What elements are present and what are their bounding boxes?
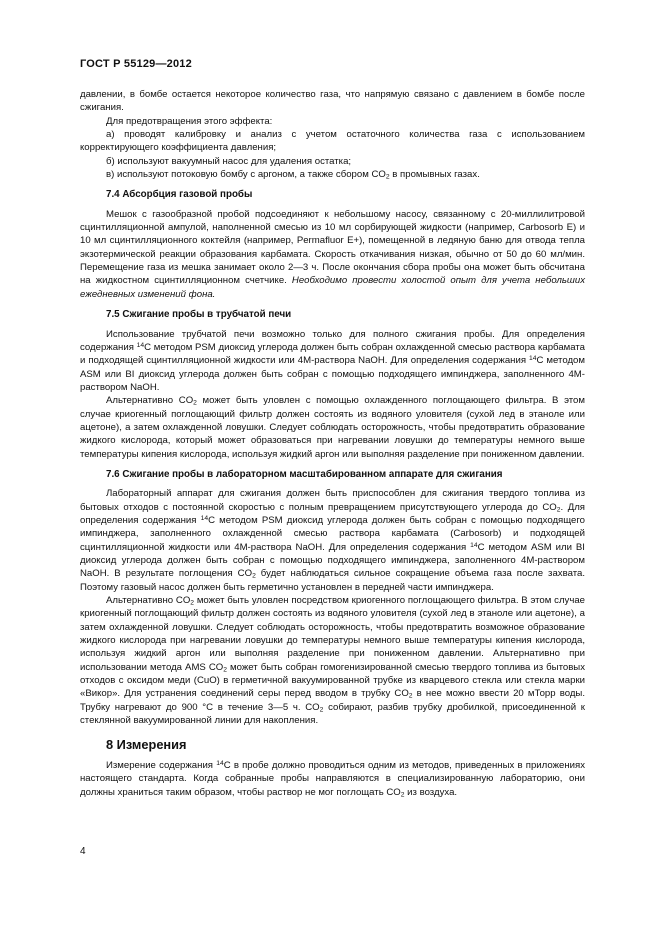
paragraph: Мешок с газообразной пробой подсоединяют к небольшому насосу, связанному с 20-миллилитровой сцинтилляционной ампулой, наполненной смесью из 10 мл сорбирующей жидкости (например, Carbosorb E) и 10 мл сцинтилляционного коктейля (например, Permafluor E+), помещенной в ледяную баню для отвода тепла экзотермической реакции образования карбамата. Скорость откачивания низкая, обычно от 50 до 60 мл/мин. Перемещение газа из мешка занимает около 2—3 ч. После окончания сбора пробы она может быть обсчитана на жидкостном сцинтилляционном счетчике. Необходимо провести холостой опыт для учета небольших ежедневных изменений фона.: [80, 208, 585, 300]
list-item: б) используют вакуумный насос для удаления остатка;: [106, 155, 352, 167]
paragraph: Лабораторный аппарат для сжигания должен быть приспособлен для сжигания твердого топлива из бытовых отходов с постоянной скоростью с полным превращением присутствующего углерода до CO2. Для определения содержания $^{14}$C методом PSM диоксид углерода должен быть собран с помощью подходящего импинджера, заполненного охлажденной смесью раствора карбамата (Carbosorb) и подходящей сцинтилляционной жидкости или 4М-раствора NaOH. Для определения содержания $^{14}$C методом ASM или BI диоксид углерода должен быть собран с помощью подходящего импинджера, заполненного 4М-раствором NaOH. В результате поглощения CO2 будет наблюдаться сильное сокращение объема газа после захвата. Поэтому газовый насос должен быть герметично установлен в передней части импинджера.: [80, 488, 585, 593]
section-heading-7-5: 7.5 Сжигание пробы в трубчатой печи: [106, 309, 292, 321]
document-body: [80, 88, 585, 799]
paragraph: Альтернативно CO2 может быть уловлен с помощью охлажденного поглощающего фильтра. В этом случае криогенный поглощающий фильтр должен состоять из водяного уловителя (сухой лед в этаноле или ацетоне), а затем охлажденной ловушки. Следует соблюдать осторожность, чтобы предотвратить образование жидкого кислорода, который может образоваться при нагревании ловушки до температуры немного выше температуры кипения кислорода, используя жидкий аргон или выполняя разделение при пониженном давлении.: [80, 395, 585, 460]
paragraph: Альтернативно CO2 может быть уловлен посредством криогенного поглощающего фильтра. В этом случае криогенный поглощающий фильтр должен состоять из водяного уловителя (сухой лед в этаноле или ацетоне), а затем охлажденной ловушки. Следует соблюдать осторожность, чтобы предотвратить возможное образование жидкого кислорода при нагревании ловушки до температуры немного выше температуры кипения кислорода, используя жидкий аргон или выполняя разделение при пониженном давлении. Альтернативно при использовании метода AMS CO2 может быть собран гомогенизированной смесью твердого топлива из бытовых отходов с оксидом меди (CuO) в герметичной вакуумированной трубке из кварцевого стекла или стекла марки «Викор». Для устранения соединений серы перед вводом в трубку CO2 в нее можно ввести 20 мТорр воды. Трубку нагревают до 900 °C в течение 3—5 ч. CO2 собирают, разбив трубку дробилкой, присоединенной к стеклянной вакуумированной линии для накопления.: [80, 595, 586, 727]
section-heading-8: 8 Измерения: [106, 737, 187, 753]
list-item: а) проводят калибровку и анализ с учетом остаточного количества газа с использованием корректирующего коэффициента давления;: [80, 129, 585, 154]
paragraph: Для предотвращения этого эффекта:: [106, 115, 273, 127]
paragraph: давлении, в бомбе остается некоторое количество газа, что напрямую связано с давлением в бомбе после сжигания.: [80, 89, 585, 114]
list-item: в) используют потоковую бомбу с аргоном, а также сбором CO2 в промывных газах.: [106, 169, 480, 181]
section-heading-7-6: 7.6 Сжигание пробы в лабораторном масштабированном аппарате для сжигания: [106, 468, 503, 480]
paragraph: Использование трубчатой печи возможно только для полного сжигания пробы. Для определения содержания $^{14}$C методом PSM диоксид углерода должен быть собран охлажденной смесью раствора карбамата и подходящей сцинтилляционной жидкости или 4М-раствора NaOH. Для определения содержания $^{14}$C методом ASM или BI диоксид углерода должен быть собран с помощью подходящего импинджера, заполненного 4М-раствором NaOH.: [80, 328, 586, 393]
page-number: 4: [80, 846, 86, 857]
section-heading-7-4: 7.4 Абсорбция газовой пробы: [106, 189, 253, 201]
paragraph: Измерение содержания $^{14}$C в пробе должно проводиться одним из методов, приведенных в приложениях настоящего стандарта. Когда собранные пробы направляются в специализированную лабораторию, они должны храниться таким образом, чтобы раствор не мог поглощать CO2 из воздуха.: [80, 759, 585, 799]
document-header: ГОСТ Р 55129—2012: [80, 58, 192, 70]
